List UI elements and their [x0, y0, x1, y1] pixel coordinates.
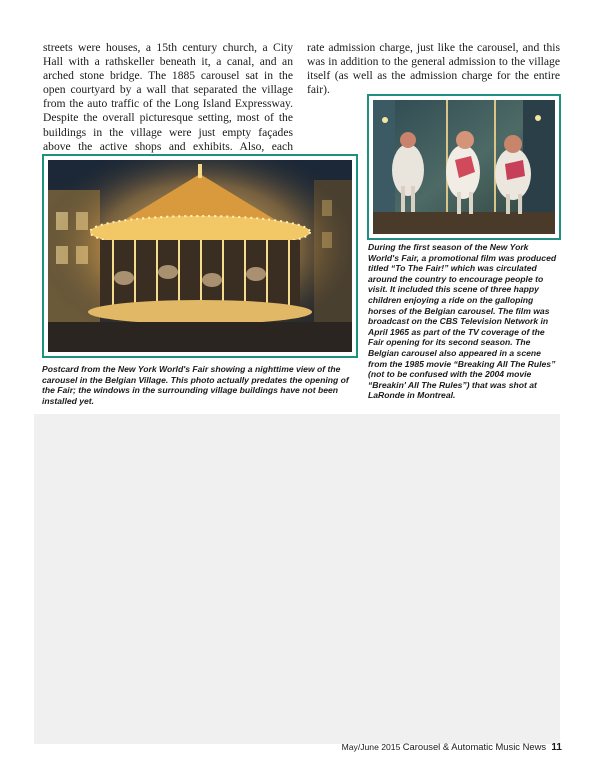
- footer-publication-name: Carousel & Automatic Music News: [402, 741, 547, 752]
- article-text-right-column: rate admission charge, just like the carousel, and this was in addition to the general admission to the village itself (as well as the admission charge for the entire fair).: [307, 41, 560, 97]
- film-still-caption: During the first season of the New York World's Fair, a promotional film was produced titled “To The Fair!” which was circulated around the country to encourage people to visit. It included this scene of three happy children enjoying a ride on the galloping horses of the Belgian carousel. The film was broadcast on the CBS Television Network in April 1965 as part of the TV coverage of the Fair opening for its second season. The Belgian carousel also appeared in a scene from the 1985 movie “Breaking All The Rules” (not to be confused with the 2004 movie “Breakin' All The Rules”) that was shot at LaRonde in Montreal.: [368, 242, 557, 401]
- film-still-photo: [373, 100, 555, 234]
- film-still-frame: [367, 94, 561, 240]
- blank-content-area: [34, 414, 560, 744]
- footer-issue-date: May/June 2015: [341, 742, 401, 752]
- article-text-left-column: streets were houses, a 15th century church, a City Hall with a rathskeller beneath it, a canal, and an arched stone bridge. The 1885 carousel sat in the open courtyard by a wall that separated the village from the auto traffic of the Long Island Expressway. Despite the overall picturesque setting, most of the buildings in the village were just empty façades above the active shops and exhibits. Also, each: [43, 41, 293, 153]
- postcard-caption: Postcard from the New York World's Fair showing a nighttime view of the carousel in the Belgian Village. This photo actually predates the opening of the Fair; the windows in the surrounding village buildings have not been installed yet.: [42, 364, 349, 406]
- postcard-photo-frame: [42, 154, 358, 358]
- postcard-carousel-photo: [48, 160, 352, 352]
- footer-page-number: 11: [551, 742, 562, 753]
- page-footer: [342, 741, 562, 753]
